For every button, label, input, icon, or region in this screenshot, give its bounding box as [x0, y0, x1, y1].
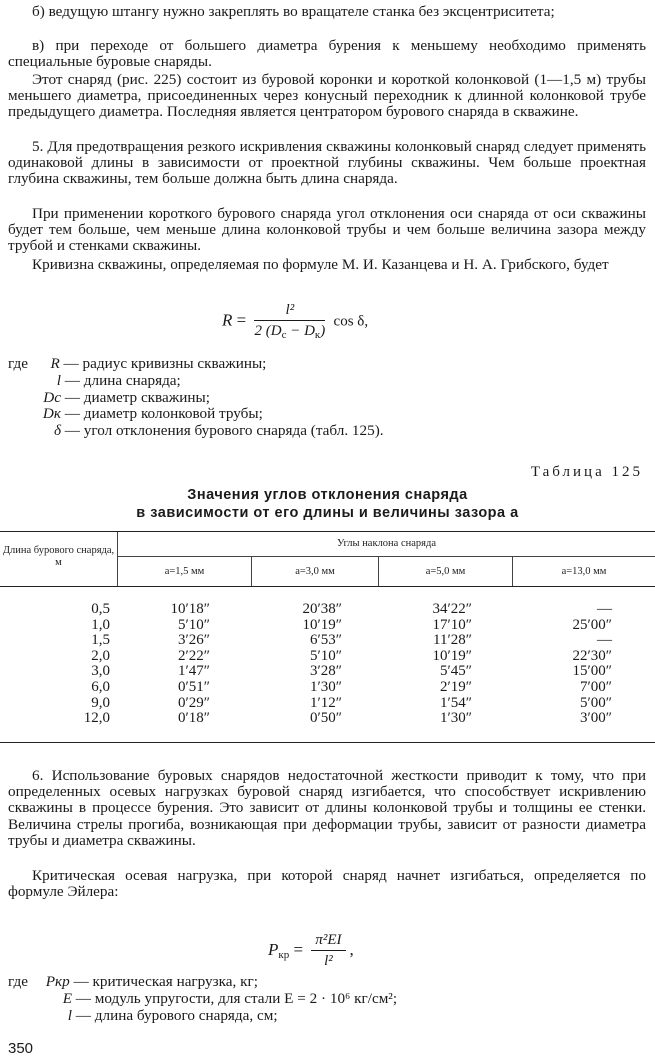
table-cell: 1′12″ — [309, 694, 342, 711]
table-cell: 3′28″ — [309, 663, 342, 680]
paragraph-short-snaryad: При применении короткого бурового снаряда угол отклонения оси снаряда от оси скважины будет тем больше, чем меньше длина колонковой трубы и чем больше величина зазора между трубой и стенками скважины. — [8, 205, 646, 255]
paragraph-v: в) при переходе от большего диаметра бурения к меньшему необходимо применять специальные буровые снаряды. — [8, 37, 646, 71]
legend-row: δ — угол отклонения бурового снаряда (табл. 125). — [53, 422, 384, 440]
table-rule-header — [0, 586, 655, 587]
table-rule-top — [0, 531, 655, 532]
table-cell: — — [597, 632, 612, 649]
table-title-line1: Значения углов отклонения снаряда — [187, 487, 468, 503]
table-cell: 2′19″ — [439, 678, 472, 695]
table-cell: 3′26″ — [177, 632, 210, 649]
table-cell: 15′00″ — [572, 663, 612, 680]
table-cell: 10′19″ — [302, 616, 342, 633]
table-cell: 9,0 — [91, 694, 110, 711]
table-cell: 0′29″ — [177, 694, 210, 711]
table-cell: 2′22″ — [177, 647, 210, 664]
table-cell: 12,0 — [83, 710, 110, 727]
table-cell: 5′45″ — [439, 663, 472, 680]
column-a15 — [150, 602, 210, 727]
legend-curvature — [8, 356, 648, 440]
table-cell: 11′28″ — [433, 632, 472, 649]
table-cell: 7′00″ — [579, 678, 612, 695]
table-title-line2: в зависимости от его длины и величины зазора а — [136, 505, 519, 521]
table-cell: 0′51″ — [177, 678, 210, 695]
column-a50 — [408, 602, 472, 727]
table-cell: 17′10″ — [432, 616, 472, 633]
table-cell: — — [597, 601, 612, 617]
table-cell: 6,0 — [91, 678, 110, 695]
legend-row: где Pкр — критическая нагрузка, кг; — [8, 973, 258, 990]
table-cell: 0,5 — [91, 601, 110, 617]
page-number: 350 — [8, 1040, 34, 1057]
paragraph-euler: Критическая осевая нагрузка, при которой снаряд начнет изгибаться, определяется по формуле Эйлера: — [8, 867, 646, 901]
table-cell: 3′00″ — [579, 710, 612, 727]
table-rule-group — [117, 556, 655, 557]
column-a130 — [548, 602, 612, 727]
table-cell: 10′18″ — [170, 601, 210, 617]
legend-row: l — длина бурового снаряда, см; — [67, 1006, 278, 1024]
table-cell: 1,5 — [91, 632, 110, 649]
table-cell: 10′19″ — [432, 647, 472, 664]
legend-row: l — длина снаряда; — [56, 371, 181, 389]
column-a30 — [282, 602, 342, 727]
table-label: Таблица 125 — [530, 464, 643, 480]
paragraph-kriviza: Кривизна скважины, определяемая по формуле М. И. Казанцева и Н. А. Грибского, будет — [32, 256, 609, 273]
legend-row: где R — радиус кривизны скважины; — [8, 355, 267, 372]
table-cell: 1′30″ — [439, 710, 472, 727]
table-cell: 22′30″ — [572, 647, 612, 664]
header-col-2: а=3,0 мм — [295, 566, 335, 577]
legend-row: Dс — диаметр скважины; — [43, 388, 210, 406]
column-length — [40, 602, 110, 727]
table-cell: 5′00″ — [579, 694, 612, 711]
table-cell: 5′10″ — [309, 647, 342, 664]
table-cell: 25′00″ — [572, 616, 612, 633]
table-cell: 1′47″ — [177, 663, 210, 680]
table-cell: 2,0 — [91, 647, 110, 664]
formula-euler: $P_{кр}$ = $\frac{\text{π²EI}}{\text{l²}}$ , — [268, 932, 354, 969]
header-col-4: а=13,0 мм — [561, 566, 607, 577]
paragraph-5: 5. Для предотвращения резкого искривления скважины колонковый снаряд следует применять одинаковой длины в зависимости от проектной глубины скважины. Чем больше проектная глубина скважины, тем больше должна быть длина снаряда. — [8, 138, 646, 188]
formula-curvature: R = $\frac{\text{l²}}{2 (D_c - D_к)}$ cos δ, — [222, 302, 369, 341]
paragraph-snaryad: Этот снаряд (рис. 225) состоит из буровой коронки и короткой колонковой (1—1,5 м) трубы меньшего диаметра, присоединенных через конусный переходник к длинной колонковой трубе предыдущего диаметра. Последняя является центратором бурового снаряда в скважине. — [8, 71, 646, 121]
table-cell: 20′38″ — [302, 601, 342, 617]
paragraph-6: 6. Использование буровых снарядов недостаточной жесткости приводит к тому, что при определенных осевых нагрузках буровой снаряд изгибается, что способствует искривлению скважины в процессе бурения. Это зависит от длины колонковой трубы и толщины ее стенки. Величина стрелы прогиба, возникающая при деформации трубы, зависит от разности диаметра трубы и диаметра скважины. — [8, 767, 646, 849]
table-cell: 5′10″ — [177, 616, 210, 633]
legend-row: Dк — диаметр колонковой трубы; — [42, 405, 263, 423]
formula-curvature-fraction: $\frac{\text{l²}}{2 (D_c - D_к)}$ — [254, 302, 326, 341]
table-cell: 3,0 — [91, 663, 110, 680]
legend-row: E — модуль упругости, для стали E = 2 · 10⁶ кг/см²; — [62, 989, 398, 1007]
table-cell: 1′30″ — [309, 678, 342, 695]
formula-euler-fraction: $\frac{\text{π²EI}}{\text{l²}}$ — [311, 932, 345, 970]
table-cell: 0′50″ — [309, 710, 342, 727]
table-rule-bottom — [0, 742, 655, 743]
header-col-1: а=1,5 мм — [164, 566, 205, 577]
table-cell: 0′18″ — [177, 710, 210, 727]
paragraph-b: б) ведущую штангу нужно закреплять во вращателе станка без эксцентриситета; — [32, 3, 555, 20]
table-cell: 34′22″ — [432, 601, 472, 617]
table-cell: 6′53″ — [309, 632, 342, 649]
table-cell: 1,0 — [91, 616, 110, 633]
header-col-3: а=5,0 мм — [425, 566, 466, 577]
legend-euler — [8, 974, 648, 1024]
header-length: Длина бурового снаряда, м — [2, 545, 115, 568]
table-cell: 1′54″ — [439, 694, 472, 711]
header-angles: Углы наклона снаряда — [336, 538, 436, 549]
